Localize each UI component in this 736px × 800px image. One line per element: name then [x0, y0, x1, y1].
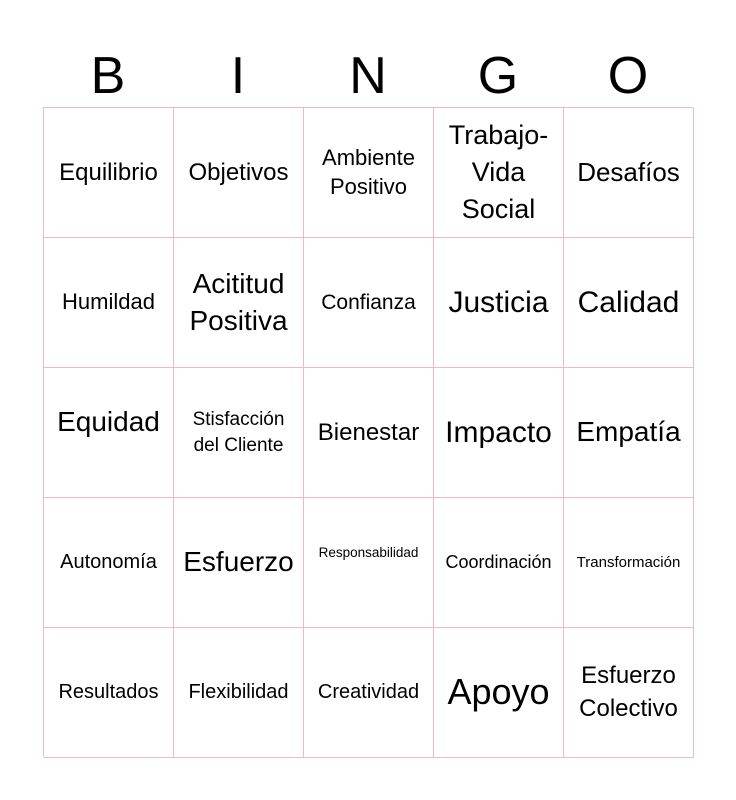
bingo-cell-r5c4[interactable]: [434, 628, 564, 758]
cell-label: Objetivos: [188, 158, 289, 186]
cell-label: Confianza: [321, 290, 416, 314]
header-letter-g: G: [477, 47, 519, 105]
cell-label: Trabajo-Vida Social: [448, 119, 549, 225]
cell-label: Equidad: [57, 406, 160, 437]
bingo-cell-r4c2[interactable]: [174, 498, 304, 628]
cell-label: Empatía: [576, 416, 681, 448]
bingo-cell-r1c2[interactable]: [174, 108, 304, 238]
cell-label: Humildad: [62, 289, 155, 315]
cell-label: Justicia: [448, 286, 549, 319]
bingo-cell-r5c1[interactable]: [44, 628, 174, 758]
bingo-cell-r1c4[interactable]: [434, 108, 564, 238]
bingo-cell-r3c5[interactable]: [564, 368, 694, 498]
bingo-cell-r3c2[interactable]: [174, 368, 304, 498]
bingo-cell-r1c5[interactable]: [564, 108, 694, 238]
cell-label: Bienestar: [317, 418, 420, 446]
cell-label: Ambiente Positivo: [322, 144, 415, 199]
bingo-cell-r1c1[interactable]: [44, 108, 174, 238]
cell-label: Apoyo: [447, 671, 550, 713]
bingo-cell-r4c5[interactable]: [564, 498, 694, 628]
bingo-cell-r5c2[interactable]: [174, 628, 304, 758]
header-letter-n: N: [349, 47, 387, 105]
bingo-cell-r3c3[interactable]: [304, 368, 434, 498]
bingo-cell-r2c4[interactable]: [434, 238, 564, 368]
cell-label: Esfuerzo: [183, 546, 294, 578]
bingo-cell-r3c1[interactable]: [44, 368, 174, 498]
cell-label: Acititud Positiva: [189, 268, 288, 336]
bingo-cell-r2c2[interactable]: [174, 238, 304, 368]
cell-label: Impacto: [445, 416, 552, 449]
bingo-cell-r4c3[interactable]: [304, 498, 434, 628]
cell-label: Transformación: [576, 553, 681, 571]
cell-label: Desafíos: [577, 156, 680, 187]
bingo-cell-r1c3[interactable]: [304, 108, 434, 238]
bingo-cell-r2c5[interactable]: [564, 238, 694, 368]
header-letter-i: I: [230, 47, 246, 105]
header-letter-o: O: [607, 47, 649, 105]
cell-label: Esfuerzo Colectivo: [579, 662, 678, 722]
bingo-cell-r4c1[interactable]: [44, 498, 174, 628]
bingo-board: [43, 107, 693, 757]
bingo-cell-r5c3[interactable]: [304, 628, 434, 758]
cell-label: Coordinación: [445, 551, 552, 572]
bingo-cell-r4c4[interactable]: [434, 498, 564, 628]
cell-label: Resultados: [58, 681, 159, 703]
bingo-cell-r2c1[interactable]: [44, 238, 174, 368]
cell-label: Flexibilidad: [188, 681, 289, 703]
bingo-header: [43, 48, 693, 104]
cell-label: Autonomía: [60, 551, 157, 573]
cell-label: Stisfacción del Cliente: [192, 408, 285, 456]
header-letter-b: B: [90, 47, 126, 105]
cell-label: Calidad: [577, 286, 680, 319]
cell-label: Equilibrio: [59, 158, 158, 186]
bingo-cell-r5c5[interactable]: [564, 628, 694, 758]
bingo-cell-r3c4[interactable]: [434, 368, 564, 498]
cell-label: Creatividad: [317, 681, 420, 703]
cell-label: Responsabilidad: [318, 545, 419, 560]
bingo-cell-r2c3[interactable]: [304, 238, 434, 368]
